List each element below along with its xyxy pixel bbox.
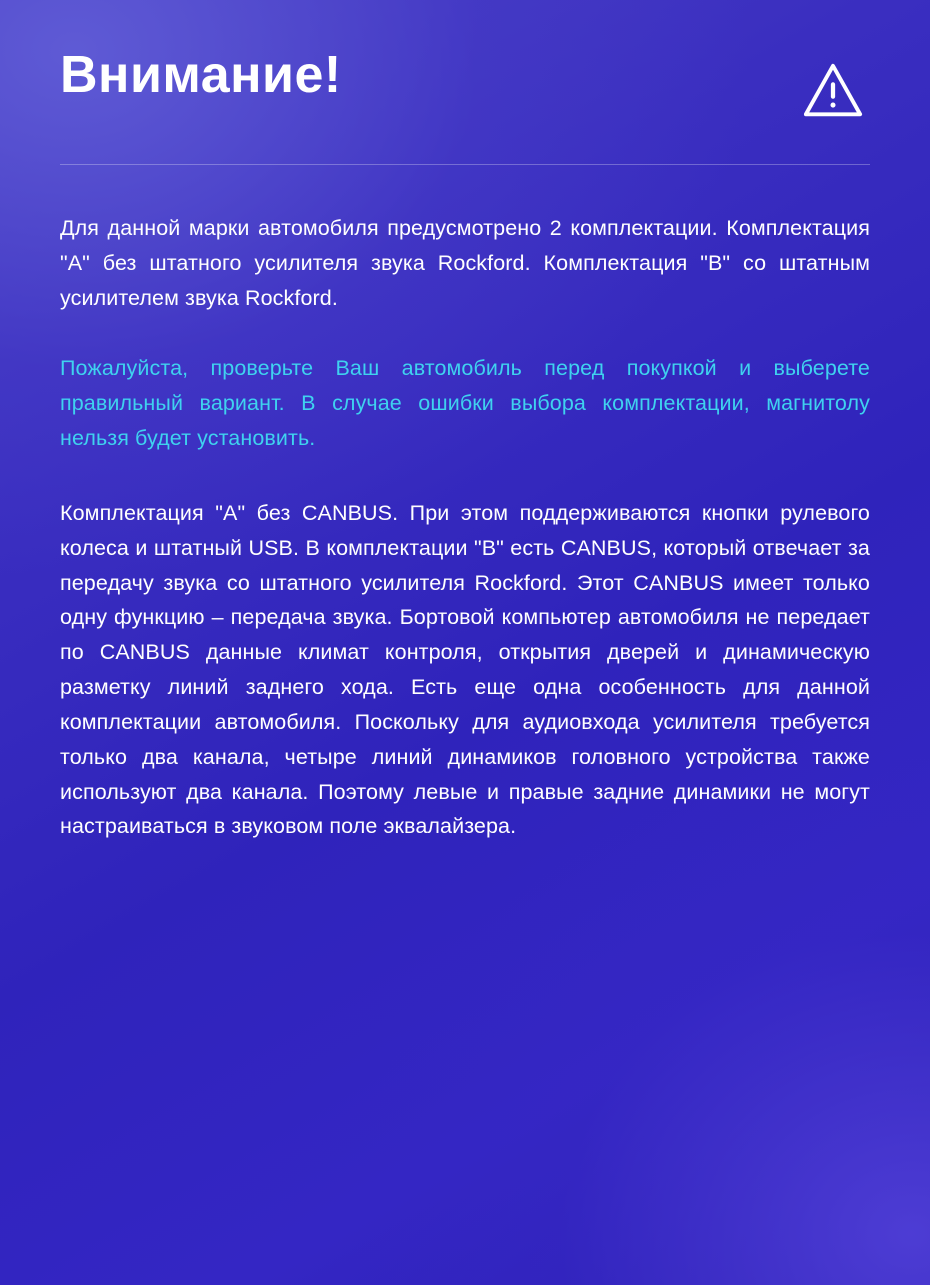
page-title: Внимание!	[60, 46, 342, 104]
warning-body	[60, 211, 870, 844]
page-header	[60, 0, 870, 122]
paragraph-check-warning: Пожалуйста, проверьте Ваш автомобиль перед покупкой и выберете правильный вариант. В случае ошибки выбора комплектации, магнитолу нельзя будет установить.	[60, 356, 870, 451]
warning-triangle-icon	[802, 60, 864, 122]
paragraph-intro: Для данной марки автомобиля предусмотрено 2 комплектации. Комплектация "А" без штатного усилителя звука Rockford. Комплектация "В" со штатным усилителем звука Rockford.	[60, 216, 870, 310]
header-divider	[60, 164, 870, 165]
paragraph-canbus-details: Комплектация "А" без CANBUS. При этом поддерживаются кнопки рулевого колеса и штатный USB. В комплектации "В" есть CANBUS, который отвечает за передачу звука со штатного усилителя Rockford. Этот CANBUS имеет только одну функцию – передача звука. Бортовой компьютер автомобиля не передает по CANBUS данные климат контроля, открытия дверей и динамическую разметку линий заднего хода. Есть еще одна особенность для данной комплектации автомобиля. Поскольку для аудиовхода усилителя требуется только два канала, четыре линий динамиков головного устройства также используют два канала. Поэтому левые и правые задние динамики не могут настраиваться в звуковом поле эквалайзера.	[60, 500, 870, 839]
